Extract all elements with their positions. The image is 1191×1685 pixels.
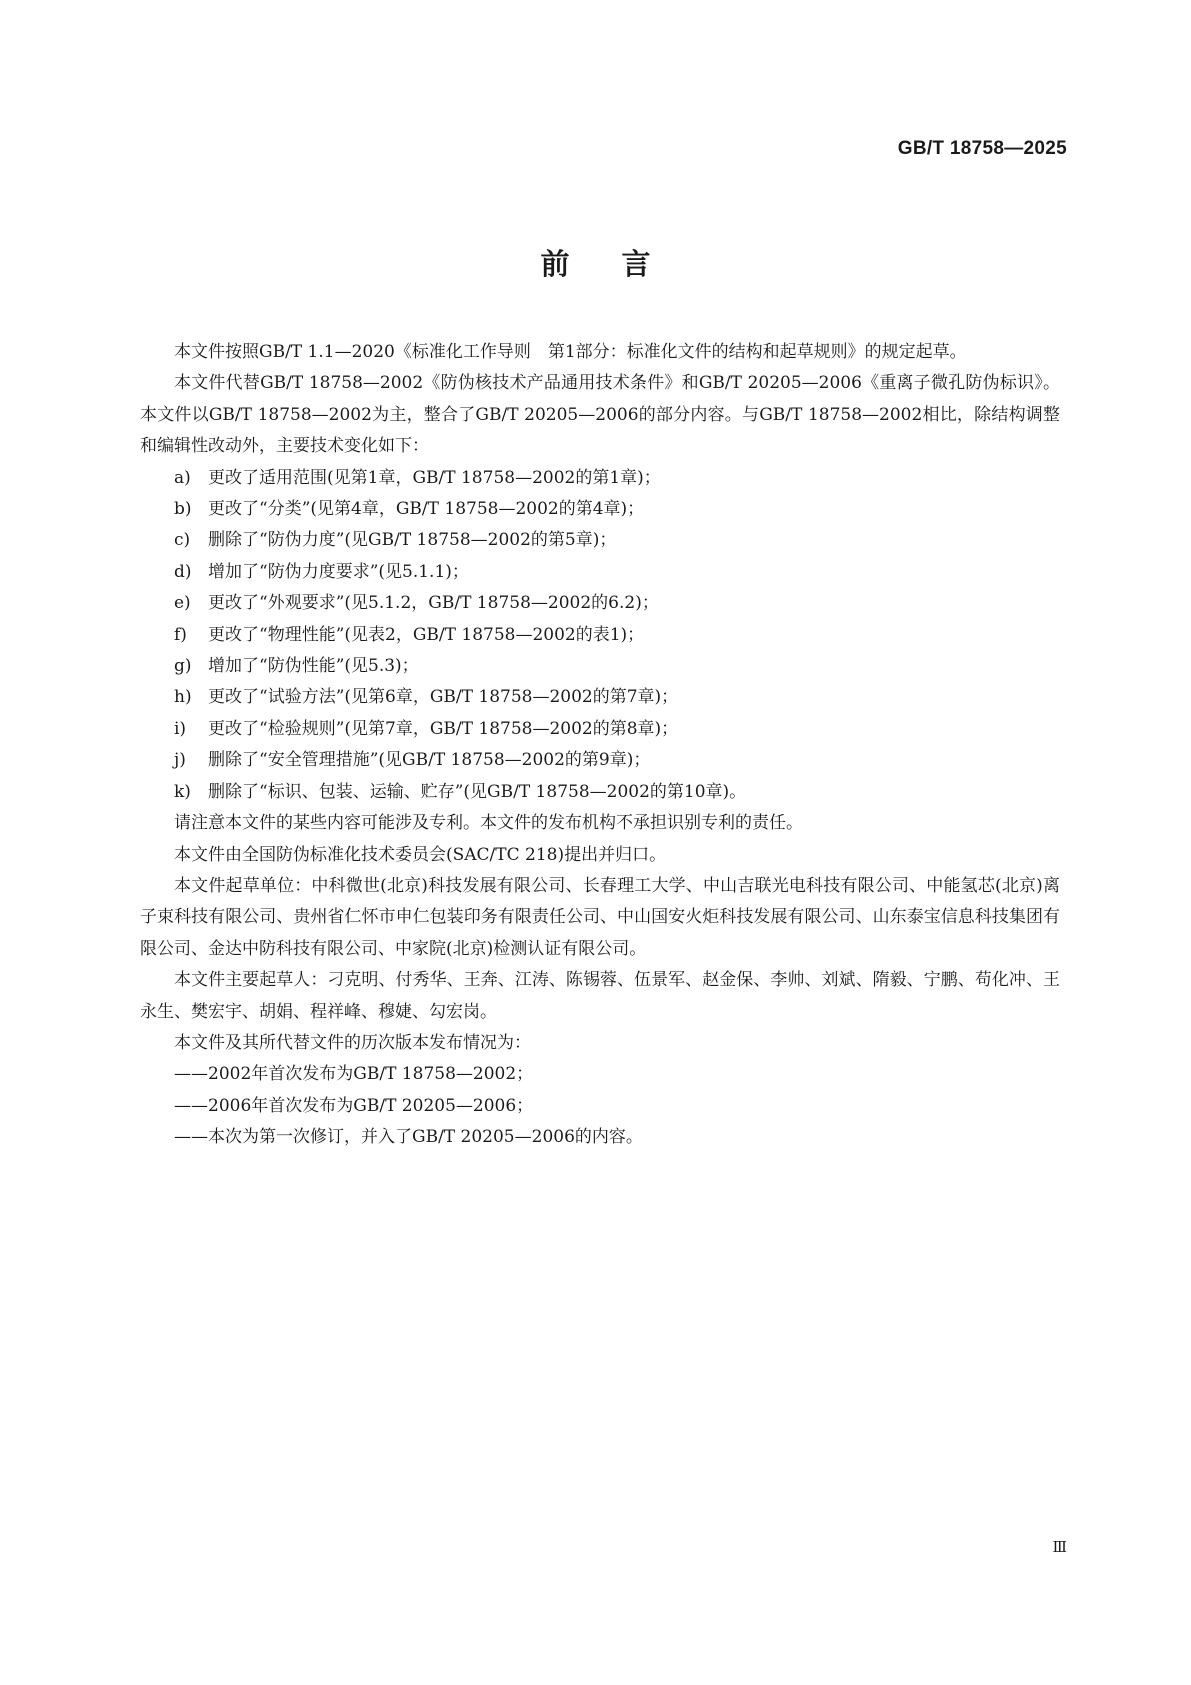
history-item: ——2006年首次发布为GB/T 20205—2006； [174, 1095, 534, 1116]
page-title: 前言 [540, 247, 703, 281]
standard-code: GB/T 18758—2025 [897, 138, 1067, 159]
list-item [140, 714, 1060, 745]
list-item [140, 557, 1060, 588]
list-item-text: 更改了“分类”(见第4章，GB/T 18758—2002的第4章)； [208, 499, 645, 520]
list-item [140, 682, 1060, 713]
list-item-text: 删除了“防伪力度”(见GB/T 18758—2002的第5章)； [208, 530, 617, 551]
list-item [140, 525, 1060, 556]
list-item [140, 588, 1060, 619]
list-item-text: 增加了“防伪性能”(见5.3)； [208, 656, 419, 677]
history-item: ——本次为第一次修订，并入了GB/T 20205—2006的内容。 [174, 1127, 643, 1148]
list-item-label: j) [174, 750, 186, 771]
list-item [140, 463, 1060, 494]
paragraph-replacement: 本文件代替GB/T 18758—2002《防伪核技术产品通用技术条件》和GB/T 20205—2006《重离子微孔防伪标识》。本文件以GB/T 18758—2002为主，整合了GB/T 20205—2006的部分内容。与GB/T 18758—2002相比，除结构调整和编辑性改动外，主要技术变化如下： [140, 373, 1060, 457]
list-item-label: c) [174, 530, 191, 551]
paragraph-committee: 本文件由全国防伪标准化技术委员会(SAC/TC 218)提出并归口。 [174, 844, 667, 865]
history-list [140, 1059, 1060, 1153]
list-item-text: 删除了“安全管理措施”(见GB/T 18758—2002的第9章)； [208, 750, 651, 771]
list-item [140, 620, 1060, 651]
list-item-text: 更改了“外观要求”(见5.1.2，GB/T 18758—2002的6.2)； [208, 593, 659, 614]
list-item [140, 494, 1060, 525]
list-item-text: 增加了“防伪力度要求”(见5.1.1)； [208, 561, 469, 582]
page-number: Ⅲ [1052, 1538, 1067, 1556]
list-item [140, 777, 1060, 808]
list-item [140, 651, 1060, 682]
list-item-text: 删除了“标识、包装、运输、贮存”(见GB/T 18758—2002的第10章)。 [208, 781, 747, 802]
history-item: ——2002年首次发布为GB/T 18758—2002； [174, 1064, 534, 1085]
paragraph-patent-notice: 请注意本文件的某些内容可能涉及专利。本文件的发布机构不承担识别专利的责任。 [174, 813, 803, 834]
list-item-label: g) [174, 656, 192, 677]
list-item-label: h) [174, 687, 192, 708]
list-item-label: e) [174, 593, 191, 614]
list-item-label: i) [174, 718, 187, 739]
list-item-label: a) [174, 467, 191, 488]
paragraph-drafting-units: 本文件起草单位：中科微世(北京)科技发展有限公司、长春理工大学、中山吉联光电科技有限公司、中能氢芯(北京)离子束科技有限公司、贵州省仁怀市申仁包装印务有限责任公司、中山国安火炬科技发展有限公司、山东泰宝信息科技集团有限公司、金达中防科技有限公司、中家院(北京)检测认证有限公司。 [140, 875, 1060, 959]
paragraph-history-intro: 本文件及其所代替文件的历次版本发布情况为： [174, 1032, 531, 1053]
foreword-body [140, 337, 1060, 1154]
list-item [140, 745, 1060, 776]
changes-list [140, 463, 1060, 808]
paragraph-drafting-rules: 本文件按照GB/T 1.1—2020《标准化工作导则 第1部分：标准化文件的结构和起草规则》的规定起草。 [174, 342, 967, 362]
paragraph-drafters: 本文件主要起草人：刁克明、付秀华、王奔、江涛、陈锡蓉、伍景军、赵金保、李帅、刘斌、隋毅、宁鹏、苟化冲、王永生、樊宏宇、胡娟、程祥峰、穆婕、勾宏岗。 [140, 970, 1060, 1022]
list-item-label: f) [174, 624, 187, 645]
list-item-label: d) [174, 561, 192, 582]
list-item-text: 更改了适用范围(见第1章，GB/T 18758—2002的第1章)； [208, 467, 661, 488]
list-item-text: 更改了“检验规则”(见第7章，GB/T 18758—2002的第8章)； [208, 718, 679, 739]
list-item-label: b) [174, 499, 192, 520]
list-item-text: 更改了“试验方法”(见第6章，GB/T 18758—2002的第7章)； [208, 687, 679, 708]
list-item-text: 更改了“物理性能”(见表2，GB/T 18758—2002的表1)； [208, 624, 645, 645]
list-item-label: k) [174, 781, 191, 802]
